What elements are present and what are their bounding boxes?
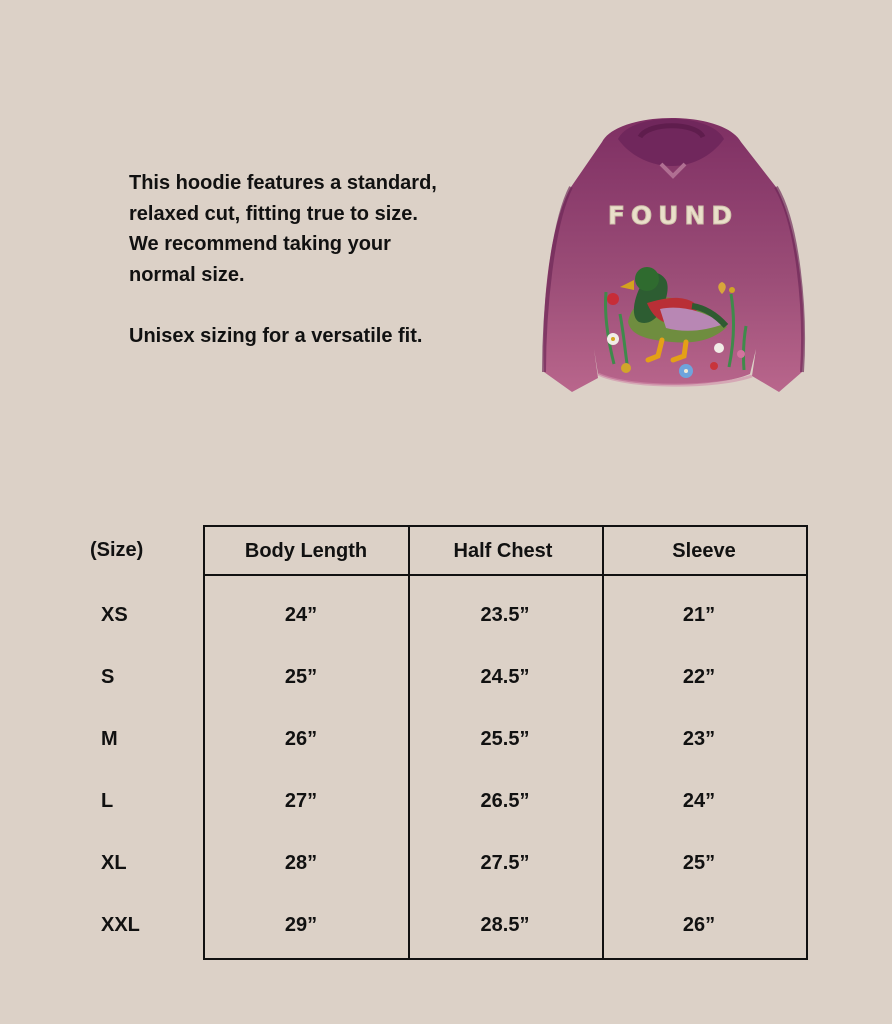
body-length-value: 24”: [284, 604, 318, 626]
size-column-header: (Size): [90, 539, 144, 561]
half-chest-header: Half Chest: [453, 540, 553, 562]
fit-text-line: This hoodie features a standard,: [129, 172, 437, 194]
body-length-value: 29”: [284, 914, 318, 936]
column-divider: [602, 525, 604, 960]
fit-text-line: relaxed cut, fitting true to size.: [129, 202, 418, 225]
body-length-value: 25”: [284, 666, 318, 688]
sleeve-value: 24”: [682, 790, 716, 812]
fit-text-line: We recommend taking your: [129, 233, 391, 255]
body-length-value: 26”: [284, 728, 318, 750]
size-label: S: [101, 666, 115, 688]
sleeve-value: 25”: [682, 852, 716, 874]
hoodie-graphic-text: FOUND: [607, 201, 739, 230]
half-chest-value: 28.5”: [480, 914, 530, 936]
half-chest-value: 23.5”: [480, 604, 530, 626]
half-chest-value: 27.5”: [480, 852, 530, 874]
sleeve-header: Sleeve: [672, 540, 736, 562]
fit-text-line: normal size.: [129, 263, 245, 286]
size-label: XL: [101, 852, 127, 874]
sleeve-value: 23”: [682, 728, 716, 750]
size-label: L: [101, 790, 114, 812]
half-chest-value: 25.5”: [480, 728, 530, 750]
half-chest-value: 24.5”: [480, 666, 530, 688]
sleeve-value: 22”: [682, 666, 716, 688]
size-label: XXL: [101, 914, 140, 936]
body-length-value: 28”: [284, 852, 318, 874]
size-label: M: [101, 728, 118, 750]
sleeve-value: 21”: [682, 604, 716, 626]
half-chest-value: 26.5”: [480, 790, 530, 812]
size-label: XS: [101, 604, 128, 626]
body-length-value: 27”: [284, 790, 318, 812]
body-length-header: Body Length: [244, 540, 368, 562]
header-divider: [203, 574, 808, 576]
sleeve-value: 26”: [682, 914, 716, 936]
unisex-note: Unisex sizing for a versatile fit.: [129, 325, 423, 347]
column-divider: [408, 525, 410, 960]
